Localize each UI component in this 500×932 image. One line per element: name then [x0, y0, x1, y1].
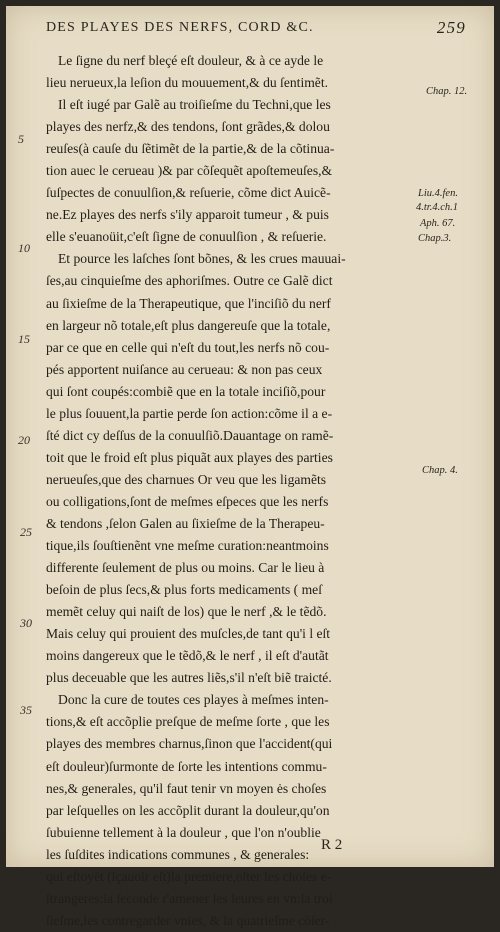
text-line: au ſixieſme de la Therapeutique, que l'inciſiõ du nerf [46, 295, 331, 311]
running-header [46, 20, 466, 42]
text-line: Mais celuy qui prouient des muſcles,de tant qu'i l eſt [46, 626, 331, 642]
text-line: nerueuſes,que des charnues Or veu que les ligamẽts [46, 471, 327, 487]
line-number: 10 [18, 241, 30, 255]
text-line: en largeur nõ totale,eſt plus dangereuſe que la totale, [46, 317, 331, 333]
line-number: 5 [18, 132, 24, 146]
text-line: Donc la cure de toutes ces playes à meſmes inten- [58, 692, 329, 708]
text-line: tions,& eſt accõplie preſque de meſme ſorte , que les [46, 714, 330, 730]
text-line: nes,& generales, qu'il faut tenir vn moyen ės choſes [46, 780, 327, 796]
text-line: ne.Ez playes des nerfs s'ily apparoit tumeur , & puis [46, 207, 329, 223]
text-line: ſes,au cinquieſme des aphoriſmes. Outre ce Galẽ dict [46, 273, 333, 289]
text-line: differente ſeulement de plus ou moins. Car le lieu à [46, 560, 325, 576]
margin-note: 4.tr.4.ch.1 [416, 202, 458, 213]
text-line: memẽt celuy qui naiſt de los) que le nerf ,& le tẽdõ. [46, 604, 327, 620]
text-line: Le ſigne du nerf bleçé eſt douleur, & à ce ayde le [58, 53, 324, 68]
signature-mark: R 2 [321, 837, 343, 853]
running-title: DES PLAYES DES NERFS, CORD &C. [46, 20, 314, 35]
text-line: ſtrangeres:la ſeconde r'amener les leures en vn:la troi [46, 890, 333, 906]
margin-note: Chap.3. [418, 233, 452, 244]
text-line: par leſquelles on les accõplit durant la douleur,qu'on [46, 802, 330, 818]
text-line: tion auec le cerueau )& par cõſequẽt apoſtemeuſes,& [46, 163, 333, 179]
margin-note: Aph. 67. [420, 218, 456, 229]
text-line: ſuſpectes de conuulſion,& reſuerie, cõme dict Auicẽ- [46, 185, 331, 201]
text-line: lieu nerueux,la leſion du mouuement,& du ſentimẽt. [46, 75, 329, 91]
line-number: 15 [18, 332, 30, 346]
text-line: eſt douleur)ſurmonte de ſorte les intentions commu- [46, 758, 327, 774]
text-line: ſté dict cy deſſus de la conuulſiõ.Dauantage on ramẽ- [46, 427, 334, 443]
text-line: ſieſme,les contregarder vnies, & la quatrieſme cõſer- [46, 912, 330, 928]
text-line: reuſes(à cauſe du ſẽtimẽt de la partie,& de la cõtinua- [46, 141, 335, 157]
text-line: beſoin de plus ſecs,& plus forts medicaments ( meſ [46, 582, 322, 598]
text-line: playes des nerfz,& des tendons, ſont grãdes,& dolou [46, 119, 330, 135]
text-line: les ſuſdites indications communes , & generales: [46, 846, 310, 862]
line-number: 30 [20, 616, 32, 630]
text-line: ſubuienne tellement à la douleur , que l'on n'oublie [46, 824, 321, 840]
margin-note: Chap. 4. [422, 465, 458, 476]
text-line: plus deceuable que les autres liẽs,s'il n'eſt biẽ traicté. [46, 670, 332, 686]
text-line: ou colligations,ſont de meſmes eſpeces que les nerfs [46, 493, 329, 509]
text-line: Il eſt iugé par Galẽ au troiſieſme du Techni,que les [58, 97, 331, 113]
text-line: par ce que en celle qui n'eſt du tout,les nerfs nõ cou- [46, 339, 330, 355]
main-text-block [46, 50, 416, 932]
text-line: qui eſtoyẽt (ſçauoir eſt)la premiere,oſter les choſes e- [46, 868, 332, 884]
text-line: qui ſont coupés:combiẽ que en la totale inciſiõ,pour [46, 383, 326, 399]
text-line: toit que le froid eſt plus piquãt aux playes des parties [46, 449, 333, 465]
text-line: Et pource les laſches ſont bõnes, & les crues mauuai- [58, 251, 346, 267]
margin-note: Chap. 12. [426, 86, 468, 97]
line-number: 20 [18, 433, 30, 447]
text-line: tique,ils ſouſtienẽnt vne meſme curation:neantmoins [46, 538, 329, 554]
line-number: 25 [20, 525, 32, 539]
text-line: le plus ſouuent,la partie perde ſon action:cõme il a e- [46, 405, 333, 421]
margin-note: Liu.4.fen. [418, 188, 458, 199]
page-number: 259 [436, 18, 466, 37]
book-page [6, 6, 494, 928]
text-line: pés apportent nuiſance au cerueau: & non pas ceux [46, 361, 323, 377]
text-line: & tendons ,ſelon Galen au ſixieſme de la Therapeu- [46, 515, 325, 531]
text-line: elle s'euanoüit,c'eſt ſigne de conuulſion , & reſuerie. [46, 229, 327, 245]
text-line: moins dangereux que le tẽdõ,& le nerf , il eſt d'autãt [46, 648, 329, 664]
text-line: playes des membres charnus,ſinon que l'accident(qui [46, 736, 333, 752]
line-number: 35 [20, 703, 32, 717]
